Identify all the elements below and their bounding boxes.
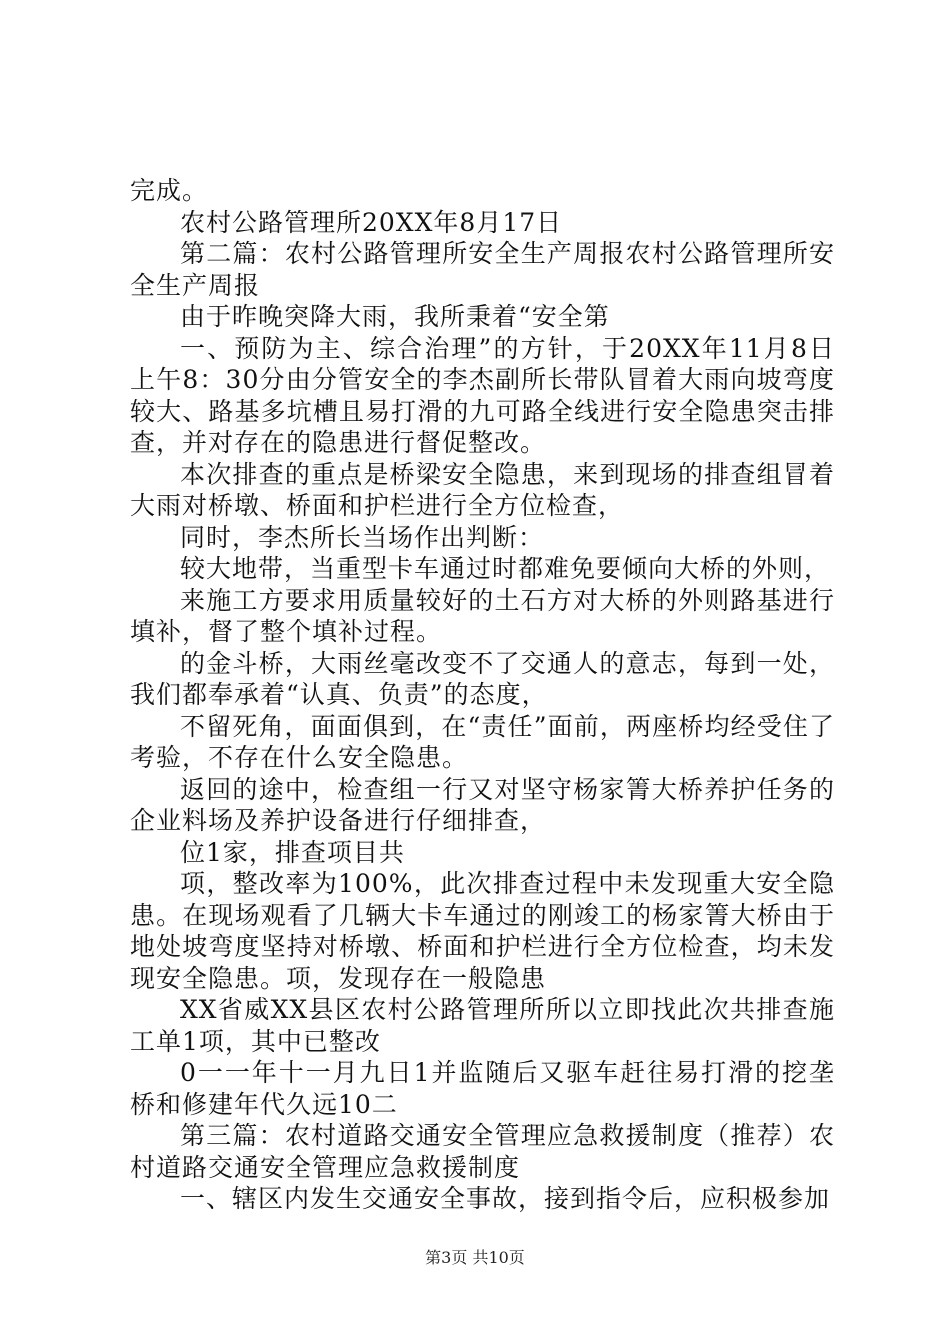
document-body (130, 175, 835, 1215)
paragraph-17: 第三篇：农村道路交通安全管理应急救援制度（推荐）农村道路交通安全管理应急救援制度 (130, 1121, 835, 1182)
paragraph-6: 本次排查的重点是桥梁安全隐患，来到现场的排查组冒着大雨对桥墩、桥面和护栏进行全方位检查， (130, 459, 835, 520)
page-footer: 第3页 共10页 (425, 1248, 525, 1267)
paragraph-2: 农村公路管理所20XX年8月17日 (180, 207, 563, 237)
paragraph-15: XX省威XX县区农村公路管理所所以立即找此次共排查施工单1项，其中已整改 (130, 995, 835, 1056)
paragraph-13: 位1家，排查项目共 (180, 837, 405, 867)
paragraph-12: 返回的途中，检查组一行又对坚守杨家箐大桥养护任务的企业料场及养护设备进行仔细排查， (130, 774, 835, 835)
paragraph-5: 一、预防为主、综合治理”的方针，于20XX年11月8日上午8：30分由分管安全的李杰副所长带队冒着大雨向坡弯度较大、路基多坑槽且易打滑的九可路全线进行安全隐患突击排查，并对存在的隐患进行督促整改。 (130, 333, 835, 457)
paragraph-10: 的金斗桥，大雨丝毫改变不了交通人的意志，每到一处，我们都奉承着“认真、负责”的态度， (130, 648, 835, 709)
paragraph-4: 由于昨晚突降大雨，我所秉着“安全第 (180, 302, 610, 331)
paragraph-3: 第二篇：农村公路管理所安全生产周报农村公路管理所安全生产周报 (130, 239, 835, 300)
paragraph-14: 项，整改率为100%，此次排查过程中未发现重大安全隐患。在现场观看了几辆大卡车通过的刚竣工的杨家箐大桥由于地处坡弯度坚持对桥墩、桥面和护栏进行全方位检查，均未发现安全隐患。项，发现存在一般隐患 (130, 869, 835, 993)
paragraph-8: 较大地带，当重型卡车通过时都难免要倾向大桥的外则， (180, 554, 831, 583)
paragraph-18: 一、辖区内发生交通安全事故，接到指令后，应积极参加 (180, 1184, 831, 1213)
paragraph-7: 同时，李杰所长当场作出判断： (180, 522, 545, 552)
paragraph-1: 完成。 (130, 176, 209, 205)
paragraph-11: 不留死角，面面俱到，在“责任”面前，两座桥均经受住了考验，不存在什么安全隐患。 (130, 711, 835, 772)
paragraph-9: 来施工方要求用质量较好的土石方对大桥的外则路基进行填补，督了整个填补过程。 (130, 585, 835, 646)
paragraph-16: 0一一年十一月九日1并监随后又驱车赶往易打滑的挖垄桥和修建年代久远10二 (130, 1058, 835, 1119)
